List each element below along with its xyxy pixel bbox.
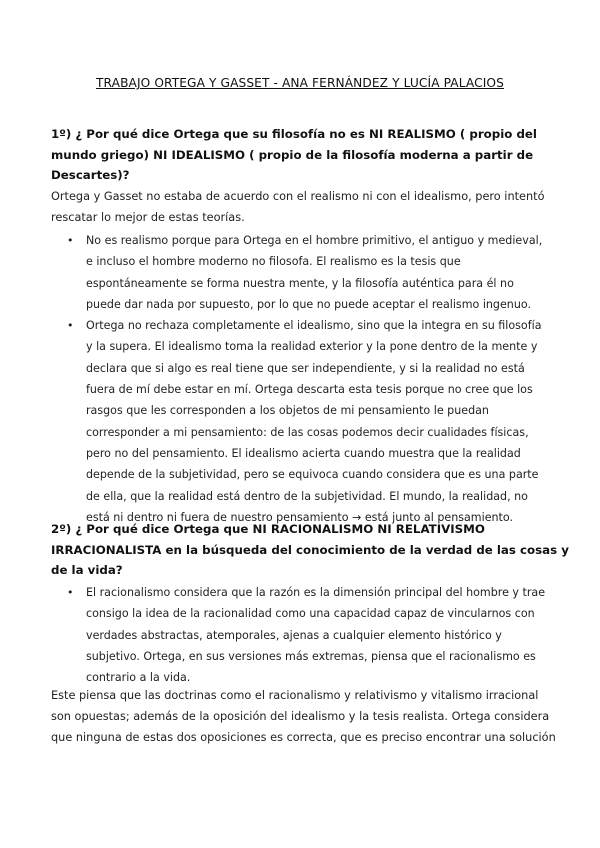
text-line: está ni dentro ni fuera de nuestro pensamiento → está junto al pensamiento. [86,510,514,524]
question-1-bullet-list [67,230,547,528]
text-line: rescatar lo mejor de estas teorías. [51,211,245,224]
heading-line: de la vida? [51,563,123,577]
bullet-item-idealism [67,315,547,528]
text-line: contrario a la vida. [86,671,191,685]
text-line: subjetivo. Ortega, en sus versiones más extremas, piensa que el racionalismo es [86,649,536,663]
text-line: consigo la idea de la racionalidad como una capacidad capaz de vincularnos con [86,607,535,621]
question-1-heading [51,124,551,186]
document-title: TRABAJO ORTEGA Y GASSET - ANA FERNÁNDEZ Y LUCÍA PALACIOS [96,76,504,90]
heading-line: 2º) ¿ Por qué dice Ortega que NI RACIONALISMO NI RELATIVISMO [51,522,485,536]
bullet-item-rationalism [67,582,547,688]
text-line: espontáneamente se forma nuestra mente, y la filosofía auténtica para él no [86,276,514,290]
text-line: y la supera. El idealismo toma la realidad exterior y la pone dentro de la mente y [86,340,538,354]
text-line: de ella, que la realidad está dentro de la subjetividad. El mundo, la realidad, no [86,489,528,503]
question-2-heading [51,519,569,581]
text-line: • No es realismo porque para Ortega en el hombre primitivo, el antiguo y medieval, [86,234,543,247]
text-line: rasgos que les corresponden a los objetos de mi pensamiento le puedan [86,404,489,418]
text-line: depende de la subjetividad, pero se equivoca cuando considera que es una parte [86,468,539,482]
text-line: que ninguna de estas dos oposiciones es correcta, que es preciso encontrar una solución [51,731,556,744]
text-line: corresponder a mi pensamiento: de las cosas podemos decir cualidades físicas, [86,425,529,439]
heading-line: 1º) ¿ Por qué dice Ortega que su filosofía no es NI REALISMO ( propio del [51,127,537,141]
question-2-closing [51,685,556,748]
text-line: fuera de mí debe estar en mí. Ortega descarta esta tesis porque no cree que los [86,383,533,397]
text-line: son opuestas; además de la oposición del idealismo y la tesis realista. Ortega considera [51,710,550,723]
text-line: • El racionalismo considera que la razón es la dimensión principal del hombre y trae [86,586,546,599]
text-line: Ortega y Gasset no estaba de acuerdo con el realismo ni con el idealismo, pero intentó [51,190,545,203]
text-line: verdades abstractas, atemporales, ajenas a cualquier elemento histórico y [86,628,502,642]
text-line: pero no del pensamiento. El idealismo acierta cuando muestra que la realidad [86,446,521,460]
text-line: declara que si algo es real tiene que ser independiente, y si la realidad no está [86,361,525,375]
heading-line: Descartes)? [51,168,130,182]
question-1-intro [51,186,551,228]
text-line: puede dar nada por supuesto, por lo que no puede aceptar el realismo ingenuo. [86,297,531,311]
bullet-item-realism [67,230,547,315]
text-line: Este piensa que las doctrinas como el racionalismo y relativismo y vitalismo irracional [51,689,539,702]
text-line: • Ortega no rechaza completamente el idealismo, sino que la integra en su filosofía [86,319,542,333]
text-line: e incluso el hombre moderno no filosofa. El realismo es la tesis que [86,255,461,269]
heading-line: mundo griego) NI IDEALISMO ( propio de la filosofía moderna a partir de [51,147,534,162]
heading-line: IRRACIONALISTA en la búsqueda del conocimiento de la verdad de las cosas y [51,542,569,557]
question-2-bullet-list [67,582,547,688]
